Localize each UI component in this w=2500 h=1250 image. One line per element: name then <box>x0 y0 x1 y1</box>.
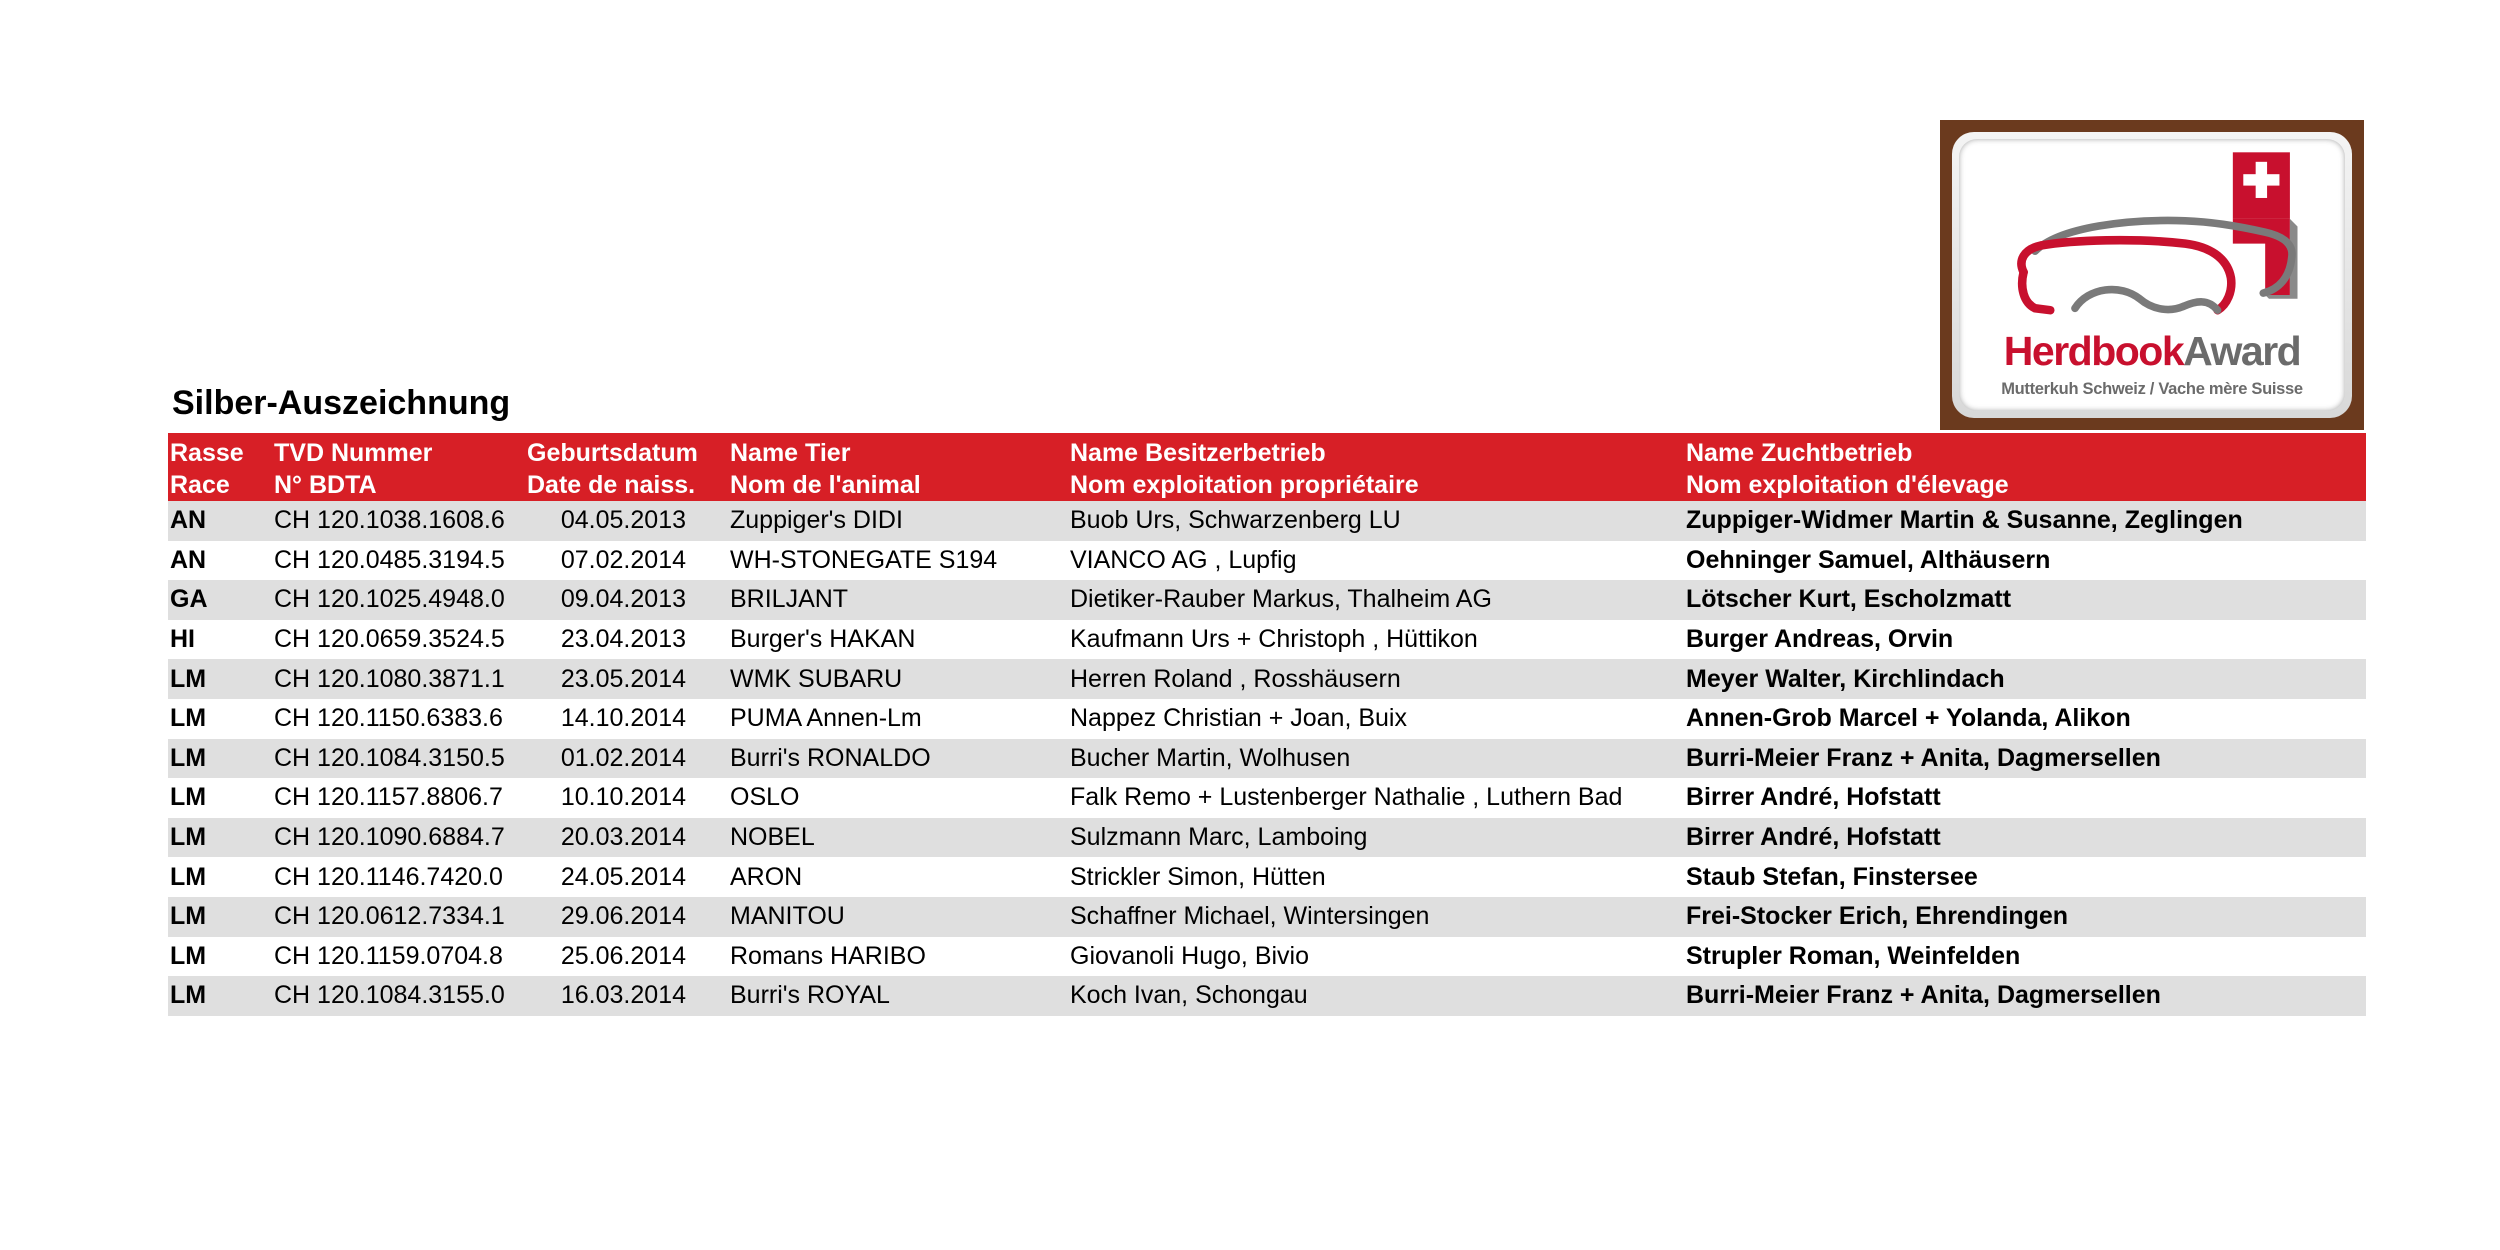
cell-birth: 23.04.2013 <box>525 620 728 660</box>
header-birth-de: Geburtsdatum <box>527 439 698 467</box>
cell-animal: Zuppiger's DIDI <box>728 501 1068 541</box>
cell-owner: Koch Ivan, Schongau <box>1068 976 1684 1016</box>
header-race <box>168 433 272 501</box>
cell-tvd: CH 120.1084.3155.0 <box>272 976 525 1016</box>
cell-tvd: CH 120.1038.1608.6 <box>272 501 525 541</box>
cell-breeder: Lötscher Kurt, Escholzmatt <box>1684 580 2366 620</box>
header-tvd <box>272 433 525 501</box>
cell-tvd: CH 120.1150.6383.6 <box>272 699 525 739</box>
table-body <box>168 501 2366 1016</box>
cell-breeder: Frei-Stocker Erich, Ehrendingen <box>1684 897 2366 937</box>
logo-face <box>1959 139 2345 411</box>
cell-animal: MANITOU <box>728 897 1068 937</box>
cell-tvd: CH 120.1080.3871.1 <box>272 659 525 699</box>
herdbook-award-logo <box>1940 120 2364 430</box>
header-breeder <box>1684 433 2366 501</box>
header-tvd-de: TVD Nummer <box>274 439 433 467</box>
cell-tvd: CH 120.0612.7334.1 <box>272 897 525 937</box>
cell-race: LM <box>168 937 272 977</box>
awards-table <box>168 433 2366 1016</box>
cell-birth: 04.05.2013 <box>525 501 728 541</box>
cell-tvd: CH 120.0659.3524.5 <box>272 620 525 660</box>
header-birth <box>525 433 728 501</box>
cell-birth: 07.02.2014 <box>525 541 728 581</box>
cell-race: LM <box>168 897 272 937</box>
cell-race: LM <box>168 739 272 779</box>
cell-breeder: Birrer André, Hofstatt <box>1684 818 2366 858</box>
cell-owner: Dietiker-Rauber Markus, Thalheim AG <box>1068 580 1684 620</box>
logo-brand-name <box>1959 328 2345 374</box>
cell-race: GA <box>168 580 272 620</box>
cell-owner: Herren Roland , Rosshäusern <box>1068 659 1684 699</box>
cell-animal: PUMA Annen-Lm <box>728 699 1068 739</box>
cell-birth: 16.03.2014 <box>525 976 728 1016</box>
header-owner-fr: Nom exploitation propriétaire <box>1070 471 1419 499</box>
table-row <box>168 976 2366 1016</box>
table-row <box>168 937 2366 977</box>
cell-birth: 01.02.2014 <box>525 739 728 779</box>
cell-race: LM <box>168 976 272 1016</box>
cell-animal: Burri's RONALDO <box>728 739 1068 779</box>
cell-animal: WH-STONEGATE S194 <box>728 541 1068 581</box>
cell-owner: Bucher Martin, Wolhusen <box>1068 739 1684 779</box>
cell-birth: 25.06.2014 <box>525 937 728 977</box>
logo-brand-part2: Award <box>2183 328 2301 374</box>
table-row <box>168 739 2366 779</box>
header-animal <box>728 433 1068 501</box>
cell-breeder: Oehninger Samuel, Althäusern <box>1684 541 2366 581</box>
cell-tvd: CH 120.1146.7420.0 <box>272 857 525 897</box>
cell-owner: Falk Remo + Lustenberger Nathalie , Luthern Bad <box>1068 778 1684 818</box>
cell-animal: ARON <box>728 857 1068 897</box>
header-animal-de: Name Tier <box>730 439 851 467</box>
header-tvd-fr: N° BDTA <box>274 471 377 499</box>
table-row <box>168 699 2366 739</box>
header-breeder-de: Name Zuchtbetrieb <box>1686 439 1913 467</box>
header-animal-fr: Nom de l'animal <box>730 471 921 499</box>
cell-owner: Giovanoli Hugo, Bivio <box>1068 937 1684 977</box>
cell-breeder: Annen-Grob Marcel + Yolanda, Alikon <box>1684 699 2366 739</box>
cell-tvd: CH 120.1084.3150.5 <box>272 739 525 779</box>
cell-owner: Schaffner Michael, Wintersingen <box>1068 897 1684 937</box>
cell-breeder: Staub Stefan, Finstersee <box>1684 857 2366 897</box>
cell-tvd: CH 120.1025.4948.0 <box>272 580 525 620</box>
logo-tagline: Mutterkuh Schweiz / Vache mère Suisse <box>2001 380 2303 398</box>
cell-animal: WMK SUBARU <box>728 659 1068 699</box>
header-birth-fr: Date de naiss. <box>527 471 696 499</box>
cell-owner: Buob Urs, Schwarzenberg LU <box>1068 501 1684 541</box>
header-race-fr: Race <box>170 471 230 499</box>
section-title: Silber-Auszeichnung <box>172 384 511 422</box>
cell-breeder: Zuppiger-Widmer Martin & Susanne, Zeglingen <box>1684 501 2366 541</box>
header-race-de: Rasse <box>170 439 244 467</box>
cell-birth: 20.03.2014 <box>525 818 728 858</box>
cell-race: LM <box>168 857 272 897</box>
cell-tvd: CH 120.1157.8806.7 <box>272 778 525 818</box>
header-owner <box>1068 433 1684 501</box>
cell-owner: VIANCO AG , Lupfig <box>1068 541 1684 581</box>
cell-animal: BRILJANT <box>728 580 1068 620</box>
cell-birth: 14.10.2014 <box>525 699 728 739</box>
cell-owner: Strickler Simon, Hütten <box>1068 857 1684 897</box>
cell-animal: NOBEL <box>728 818 1068 858</box>
table-row <box>168 580 2366 620</box>
table-row <box>168 659 2366 699</box>
cell-tvd: CH 120.1159.0704.8 <box>272 937 525 977</box>
cell-birth: 23.05.2014 <box>525 659 728 699</box>
table-row <box>168 501 2366 541</box>
table-header <box>168 433 2366 501</box>
logo-bezel <box>1952 132 2352 418</box>
cell-race: AN <box>168 541 272 581</box>
header-owner-de: Name Besitzerbetrieb <box>1070 439 1326 467</box>
table-row <box>168 897 2366 937</box>
cell-breeder: Meyer Walter, Kirchlindach <box>1684 659 2366 699</box>
table-row <box>168 818 2366 858</box>
cell-birth: 24.05.2014 <box>525 857 728 897</box>
cell-breeder: Burri-Meier Franz + Anita, Dagmersellen <box>1684 739 2366 779</box>
cell-owner: Nappez Christian + Joan, Buix <box>1068 699 1684 739</box>
cell-owner: Kaufmann Urs + Christoph , Hüttikon <box>1068 620 1684 660</box>
cell-race: LM <box>168 818 272 858</box>
header-breeder-fr: Nom exploitation d'élevage <box>1686 471 2009 499</box>
table-row <box>168 620 2366 660</box>
table-row <box>168 541 2366 581</box>
cell-race: LM <box>168 659 272 699</box>
cell-race: LM <box>168 699 272 739</box>
cell-breeder: Burger Andreas, Orvin <box>1684 620 2366 660</box>
cell-race: LM <box>168 778 272 818</box>
table-row <box>168 857 2366 897</box>
cell-tvd: CH 120.0485.3194.5 <box>272 541 525 581</box>
cell-tvd: CH 120.1090.6884.7 <box>272 818 525 858</box>
cell-birth: 09.04.2013 <box>525 580 728 620</box>
logo-brand-part1: Herdbook <box>2003 328 2184 374</box>
cell-animal: Burri's ROYAL <box>728 976 1068 1016</box>
cell-animal: OSLO <box>728 778 1068 818</box>
table-row <box>168 778 2366 818</box>
cell-breeder: Burri-Meier Franz + Anita, Dagmersellen <box>1684 976 2366 1016</box>
cell-race: AN <box>168 501 272 541</box>
cell-animal: Burger's HAKAN <box>728 620 1068 660</box>
cell-breeder: Birrer André, Hofstatt <box>1684 778 2366 818</box>
cell-owner: Sulzmann Marc, Lamboing <box>1068 818 1684 858</box>
cell-birth: 10.10.2014 <box>525 778 728 818</box>
header-row <box>168 433 2366 501</box>
cell-animal: Romans HARIBO <box>728 937 1068 977</box>
cell-breeder: Strupler Roman, Weinfelden <box>1684 937 2366 977</box>
cell-race: HI <box>168 620 272 660</box>
cell-birth: 29.06.2014 <box>525 897 728 937</box>
